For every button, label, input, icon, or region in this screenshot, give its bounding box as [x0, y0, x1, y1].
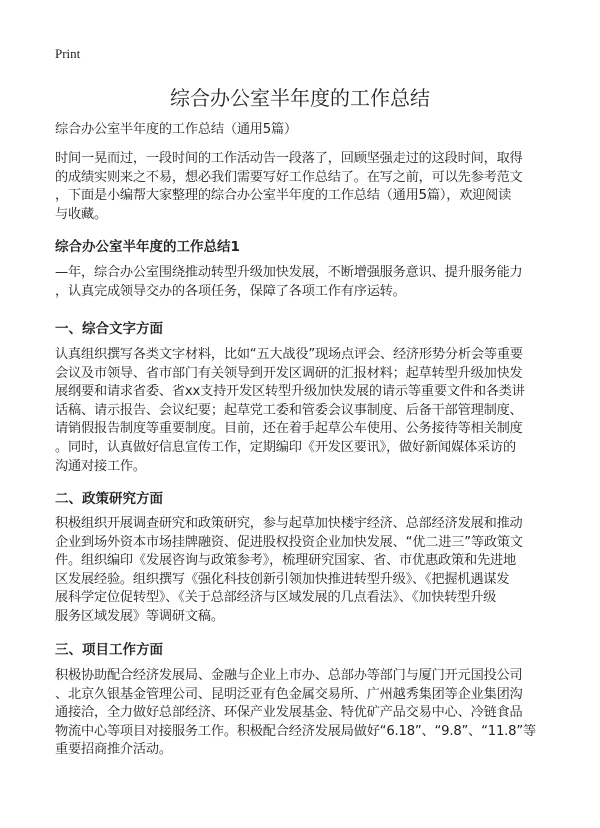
text-line: 展科学定位促转型》、《关于总部经济与区域发展的几点看法》、《加快转型升级 — [55, 590, 497, 606]
text-line: 请销假报告制度等重要制度。目前，还在着手起草公车使用、公务接待等相关制度 — [55, 421, 523, 437]
subtitle: 综合办公室半年度的工作总结（通用5篇） — [55, 122, 297, 137]
text-line: —年，综合办公室围绕推动转型升级加快发展，不断增强服务意识、提升服务能力 — [55, 265, 523, 280]
part-heading: 一、综合文字方面 — [55, 321, 163, 337]
text-line: 企业到场外资本市场挂牌融资、促进股权投资企业加快发展、“优二进三”等政策文 — [55, 534, 523, 550]
text-line: 通接洽，全力做好总部经济、环保产业发展基金、特优矿产品交易中心、冷链食品 — [55, 705, 523, 721]
text-line: 物流中心等项目对接服务工作。积极配合经济发展局做好“6.18”、“9.8”、“11.8”等 — [55, 723, 536, 739]
part-paragraph — [55, 346, 525, 476]
text-line: 时间一晃而过，一段时间的工作活动告一段落了，回顾坚强走过的这段时间，取得 — [55, 151, 523, 166]
intro-paragraph — [55, 150, 523, 224]
text-line: 沟通对接工作。 — [55, 458, 146, 474]
page-title: 综合办公室半年度的工作总结 — [170, 86, 430, 110]
text-line: 、北京久银基金管理公司、昆明泛亚有色金属交易所、广州越秀集团等企业集团沟 — [55, 686, 523, 702]
text-line: 展纲要和请求省委、省xx支持开发区转型升级加快发展的请示等重要文件和各类讲 — [55, 384, 525, 400]
text-line: 话稿、请示报告、会议纪要；起草党工委和管委会议事制度、后备干部管理制度、 — [55, 402, 523, 418]
print-link[interactable]: Print — [55, 46, 81, 61]
text-line: 会议及市领导、省市部门有关领导到开发区调研的汇报材料；起草转型升级加快发 — [55, 365, 523, 381]
section-intro-paragraph — [55, 264, 523, 301]
text-line: 服务区域发展》等调研文稿。 — [55, 608, 224, 624]
part-paragraph — [55, 515, 523, 627]
text-line: 的成绩实则来之不易，想必我们需要写好工作总结了。在写之前，可以先参考范文 — [55, 169, 523, 185]
text-line: 积极组织开展调查研究和政策研究，参与起草加快楼宇经济、总部经济发展和推动 — [55, 516, 523, 531]
text-line: ，认真完成领导交办的各项任务，保障了各项工作有序运转。 — [55, 283, 406, 299]
text-line: 与收藏。 — [55, 206, 107, 222]
text-line: 积极协助配合经济发展局、金融与企业上市办、总部办等部门与厦门开元国投公司 — [55, 668, 523, 683]
text-line: 。同时，认真做好信息宣传工作，定期编印《开发区要讯》，做好新闻媒体采访的 — [55, 439, 516, 455]
part-heading: 二、政策研究方面 — [55, 491, 163, 507]
text-line: 重要招商推介活动。 — [55, 742, 172, 758]
text-line: 认真组织撰写各类文字材料，比如“五大战役”现场点评会、经济形势分析会等重要 — [55, 347, 523, 362]
text-line: ，下面是小编帮大家整理的综合办公室半年度的工作总结（通用5篇），欢迎阅读 — [55, 188, 512, 204]
part-heading: 三、项目工作方面 — [55, 642, 163, 658]
text-line: 区发展经验。组织撰写《强化科技创新引领加快推进转型升级》、《把握机遇谋发 — [55, 571, 510, 587]
part-paragraph — [55, 667, 536, 760]
section-heading: 综合办公室半年度的工作总结1 — [55, 239, 240, 255]
text-line: 件。组织编印《发展咨询与政策参考》，梳理研究国家、省、市优惠政策和先进地 — [55, 553, 516, 569]
